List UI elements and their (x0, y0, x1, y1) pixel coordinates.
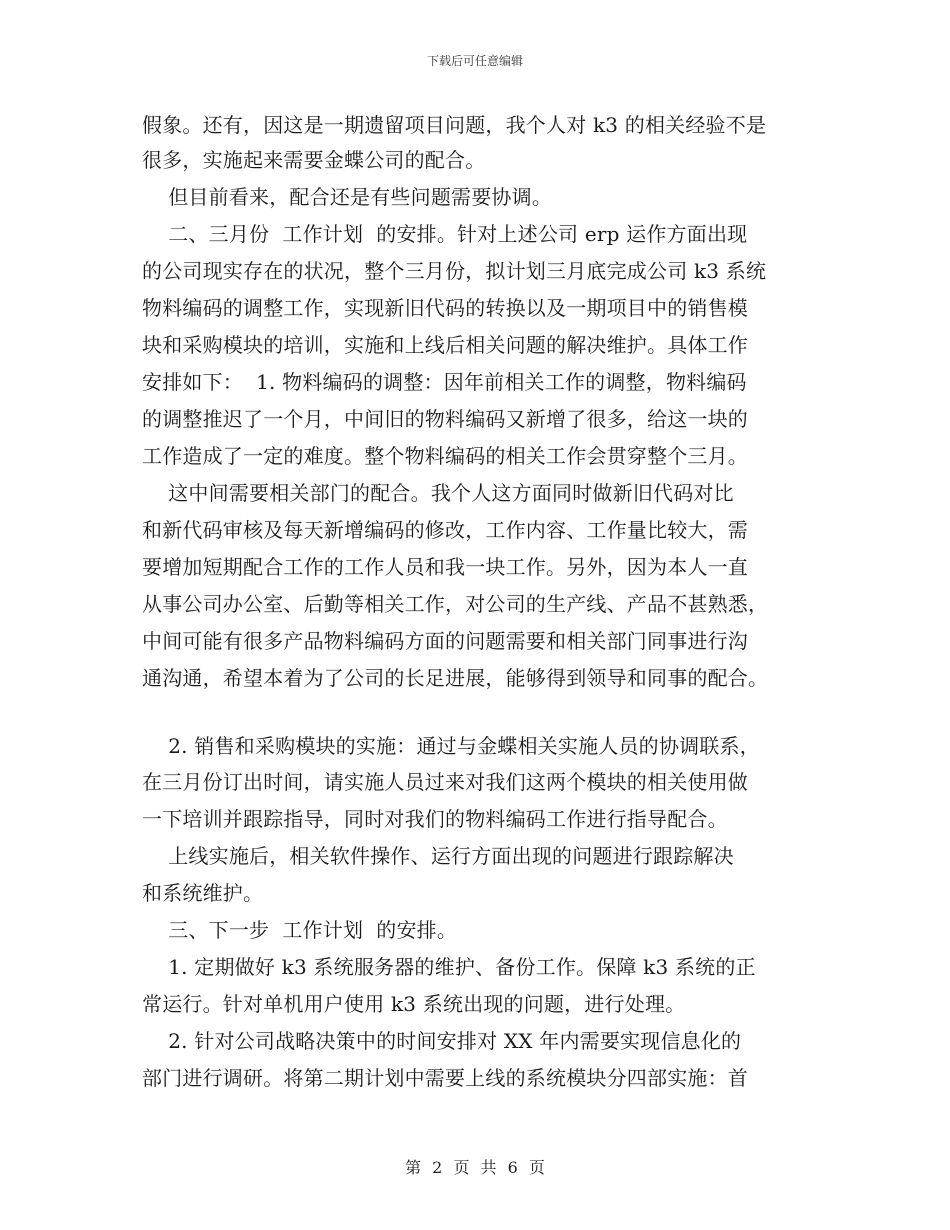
text-line: 通沟通，希望本着为了公司的长足进展，能够得到领导和同事的配合。 (142, 666, 769, 690)
text-line: 一下培训并跟踪指导，同时对我们的物料编码工作进行指导配合。 (142, 807, 728, 831)
text-line: 中间可能有很多产品物料编码方面的问题需要和相关部门同事进行沟 (142, 629, 748, 653)
text-line: 但目前看来，配合还是有些问题需要协调。 (142, 185, 553, 209)
text-line: 工作造成了一定的难度。整个物料编码的相关工作会贯穿整个三月。 (142, 444, 748, 468)
text-line: 和新代码审核及每天新增编码的修改，工作内容、工作量比较大，需 (142, 518, 748, 542)
text-line: 部门进行调研。将第二期计划中需要上线的系统模块分四部实施：首 (142, 1066, 748, 1090)
text-line: 二、三月份 工作计划 的安排。针对上述公司 erp 运作方面出现 (142, 222, 748, 246)
text-line: 从事公司办公室、后勤等相关工作，对公司的生产线、产品不甚熟悉， (142, 592, 769, 616)
text-line: 2. 针对公司战略决策中的时间安排对 XX 年内需要实现信息化的 (142, 1029, 742, 1053)
text-line: 的调整推迟了一个月，中间旧的物料编码又新增了很多，给这一块的 (142, 407, 748, 431)
text-line: 在三月份订出时间，请实施人员过来对我们这两个模块的相关使用做 (142, 770, 748, 794)
text-line: 这中间需要相关部门的配合。我个人这方面同时做新旧代码对比 (142, 481, 734, 505)
text-line: 2. 销售和采购模块的实施：通过与金蝶相关实施人员的协调联系， (142, 734, 760, 758)
text-line: 上线实施后，相关软件操作、运行方面出现的问题进行跟踪解决 (142, 844, 734, 868)
text-line: 安排如下： 1. 物料编码的调整：因年前相关工作的调整，物料编码 (142, 370, 747, 394)
text-line: 物料编码的调整工作，实现新旧代码的转换以及一期项目中的销售模 (142, 296, 748, 320)
page-number: 第 2 页 共 6 页 (405, 1158, 545, 1177)
text-line: 和系统维护。 (142, 881, 264, 905)
text-line: 常运行。针对单机用户使用 k3 系统出现的问题，进行处理。 (142, 992, 686, 1016)
text-line: 三、下一步 工作计划 的安排。 (142, 918, 458, 942)
text-line: 块和采购模块的培训，实施和上线后相关问题的解决维护。具体工作 (142, 333, 748, 357)
text-line: 1. 定期做好 k3 系统服务器的维护、备份工作。保障 k3 系统的正 (142, 955, 756, 979)
text-line: 假象。还有，因这是一期遗留项目问题，我个人对 k3 的相关经验不是 (142, 113, 767, 137)
page-header: 下载后可任意编辑 (426, 54, 523, 68)
text-line: 要增加短期配合工作的工作人员和我一块工作。另外，因为本人一直 (142, 555, 748, 579)
text-line: 很多，实施起来需要金蝶公司的配合。 (142, 148, 486, 172)
text-line: 的公司现实存在的状况，整个三月份，拟计划三月底完成公司 k3 系统 (142, 259, 767, 283)
